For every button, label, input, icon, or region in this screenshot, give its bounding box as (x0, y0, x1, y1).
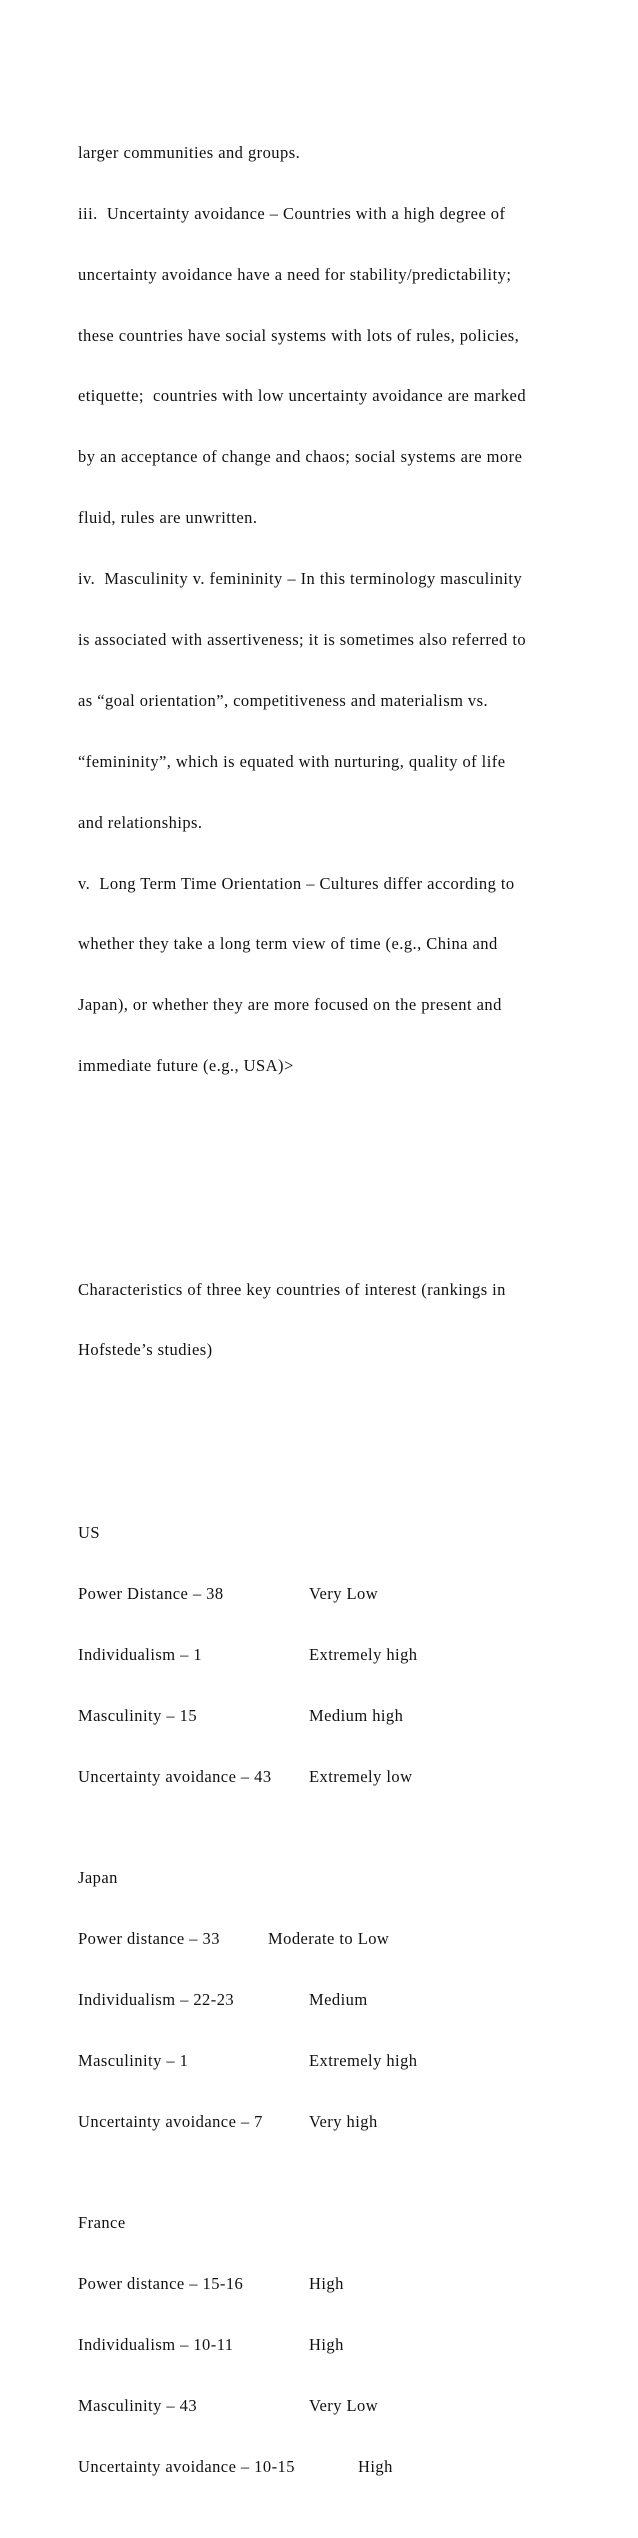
ranking-label: Masculinity – 1 (78, 2050, 189, 2070)
intro-line: “femininity”, which is equated with nurturing, quality of life (78, 751, 506, 771)
intro-line: v. Long Term Time Orientation – Cultures differ according to (78, 873, 515, 893)
ranking-value: High (309, 2334, 344, 2354)
ranking-value: Moderate to Low (268, 1929, 390, 1949)
ranking-label: Uncertainty avoidance – 10-15 (78, 2456, 295, 2476)
ranking-label: Uncertainty avoidance – 43 (78, 1766, 272, 1786)
ranking-row (78, 2112, 598, 2132)
intro-line: uncertainty avoidance have a need for stability/predictability; (78, 264, 512, 284)
section-heading-line: Hofstede’s studies) (78, 1340, 213, 1360)
intro-line: iv. Masculinity v. femininity – In this terminology masculinity (78, 569, 523, 589)
ranking-label: Individualism – 10-11 (78, 2334, 234, 2354)
intro-line: etiquette; countries with low uncertainty avoidance are marked (78, 386, 527, 406)
intro-line: by an acceptance of change and chaos; social systems are more (78, 447, 523, 467)
country-name-france: France (78, 2213, 126, 2233)
blank-line (78, 1422, 598, 1442)
intro-line: and relationships. (78, 812, 203, 832)
ranking-row (78, 1584, 598, 1604)
intro-line: these countries have social systems with lots of rules, policies, (78, 325, 520, 345)
section-heading-line: Characteristics of three key countries of interest (rankings in (78, 1279, 506, 1299)
ranking-label: Uncertainty avoidance – 7 (78, 2111, 263, 2131)
ranking-label: Individualism – 1 (78, 1644, 203, 1664)
ranking-row (78, 1990, 598, 2010)
intro-line: fluid, rules are unwritten. (78, 508, 258, 528)
ranking-value: High (309, 2274, 344, 2294)
ranking-row (78, 2274, 598, 2294)
ranking-value: Extremely high (309, 2050, 418, 2070)
ranking-row (78, 1767, 598, 1787)
ranking-value: Very high (309, 2111, 378, 2131)
ranking-label: Power Distance – 38 (78, 1583, 224, 1603)
intro-line: larger communities and groups. (78, 142, 301, 162)
ranking-label: Masculinity – 15 (78, 1705, 198, 1725)
ranking-row (78, 1645, 598, 1665)
intro-line: immediate future (e.g., USA)> (78, 1056, 294, 1076)
ranking-value: Very Low (309, 2395, 379, 2415)
ranking-row (78, 1929, 598, 1949)
ranking-row (78, 2457, 598, 2477)
ranking-label: Masculinity – 43 (78, 2395, 198, 2415)
ranking-label: Individualism – 22-23 (78, 1989, 235, 2009)
intro-line: as “goal orientation”, competitiveness and materialism vs. (78, 690, 489, 710)
ranking-value: Medium (309, 1989, 368, 2009)
document-body (78, 82, 598, 2538)
ranking-label: Power distance – 15-16 (78, 2274, 244, 2294)
intro-line: whether they take a long term view of time (e.g., China and (78, 934, 498, 954)
ranking-value: Extremely low (309, 1766, 413, 1786)
ranking-value: Very Low (309, 1583, 379, 1603)
intro-line: is associated with assertiveness; it is sometimes also referred to (78, 630, 527, 650)
ranking-value: High (358, 2456, 393, 2476)
ranking-row (78, 2335, 598, 2355)
ranking-value: Medium high (309, 1705, 404, 1725)
intro-line: iii. Uncertainty avoidance – Countries with a high degree of (78, 203, 506, 223)
country-name-japan: Japan (78, 1868, 118, 1888)
ranking-row (78, 2051, 598, 2071)
ranking-row (78, 1706, 598, 1726)
intro-line: Japan), or whether they are more focused on the present and (78, 995, 502, 1015)
ranking-row (78, 2396, 598, 2416)
ranking-value: Extremely high (309, 1644, 418, 1664)
blank-line (78, 1198, 598, 1218)
blank-line (78, 1137, 598, 1157)
ranking-label: Power distance – 33 (78, 1929, 220, 1949)
country-name-us: US (78, 1523, 100, 1543)
